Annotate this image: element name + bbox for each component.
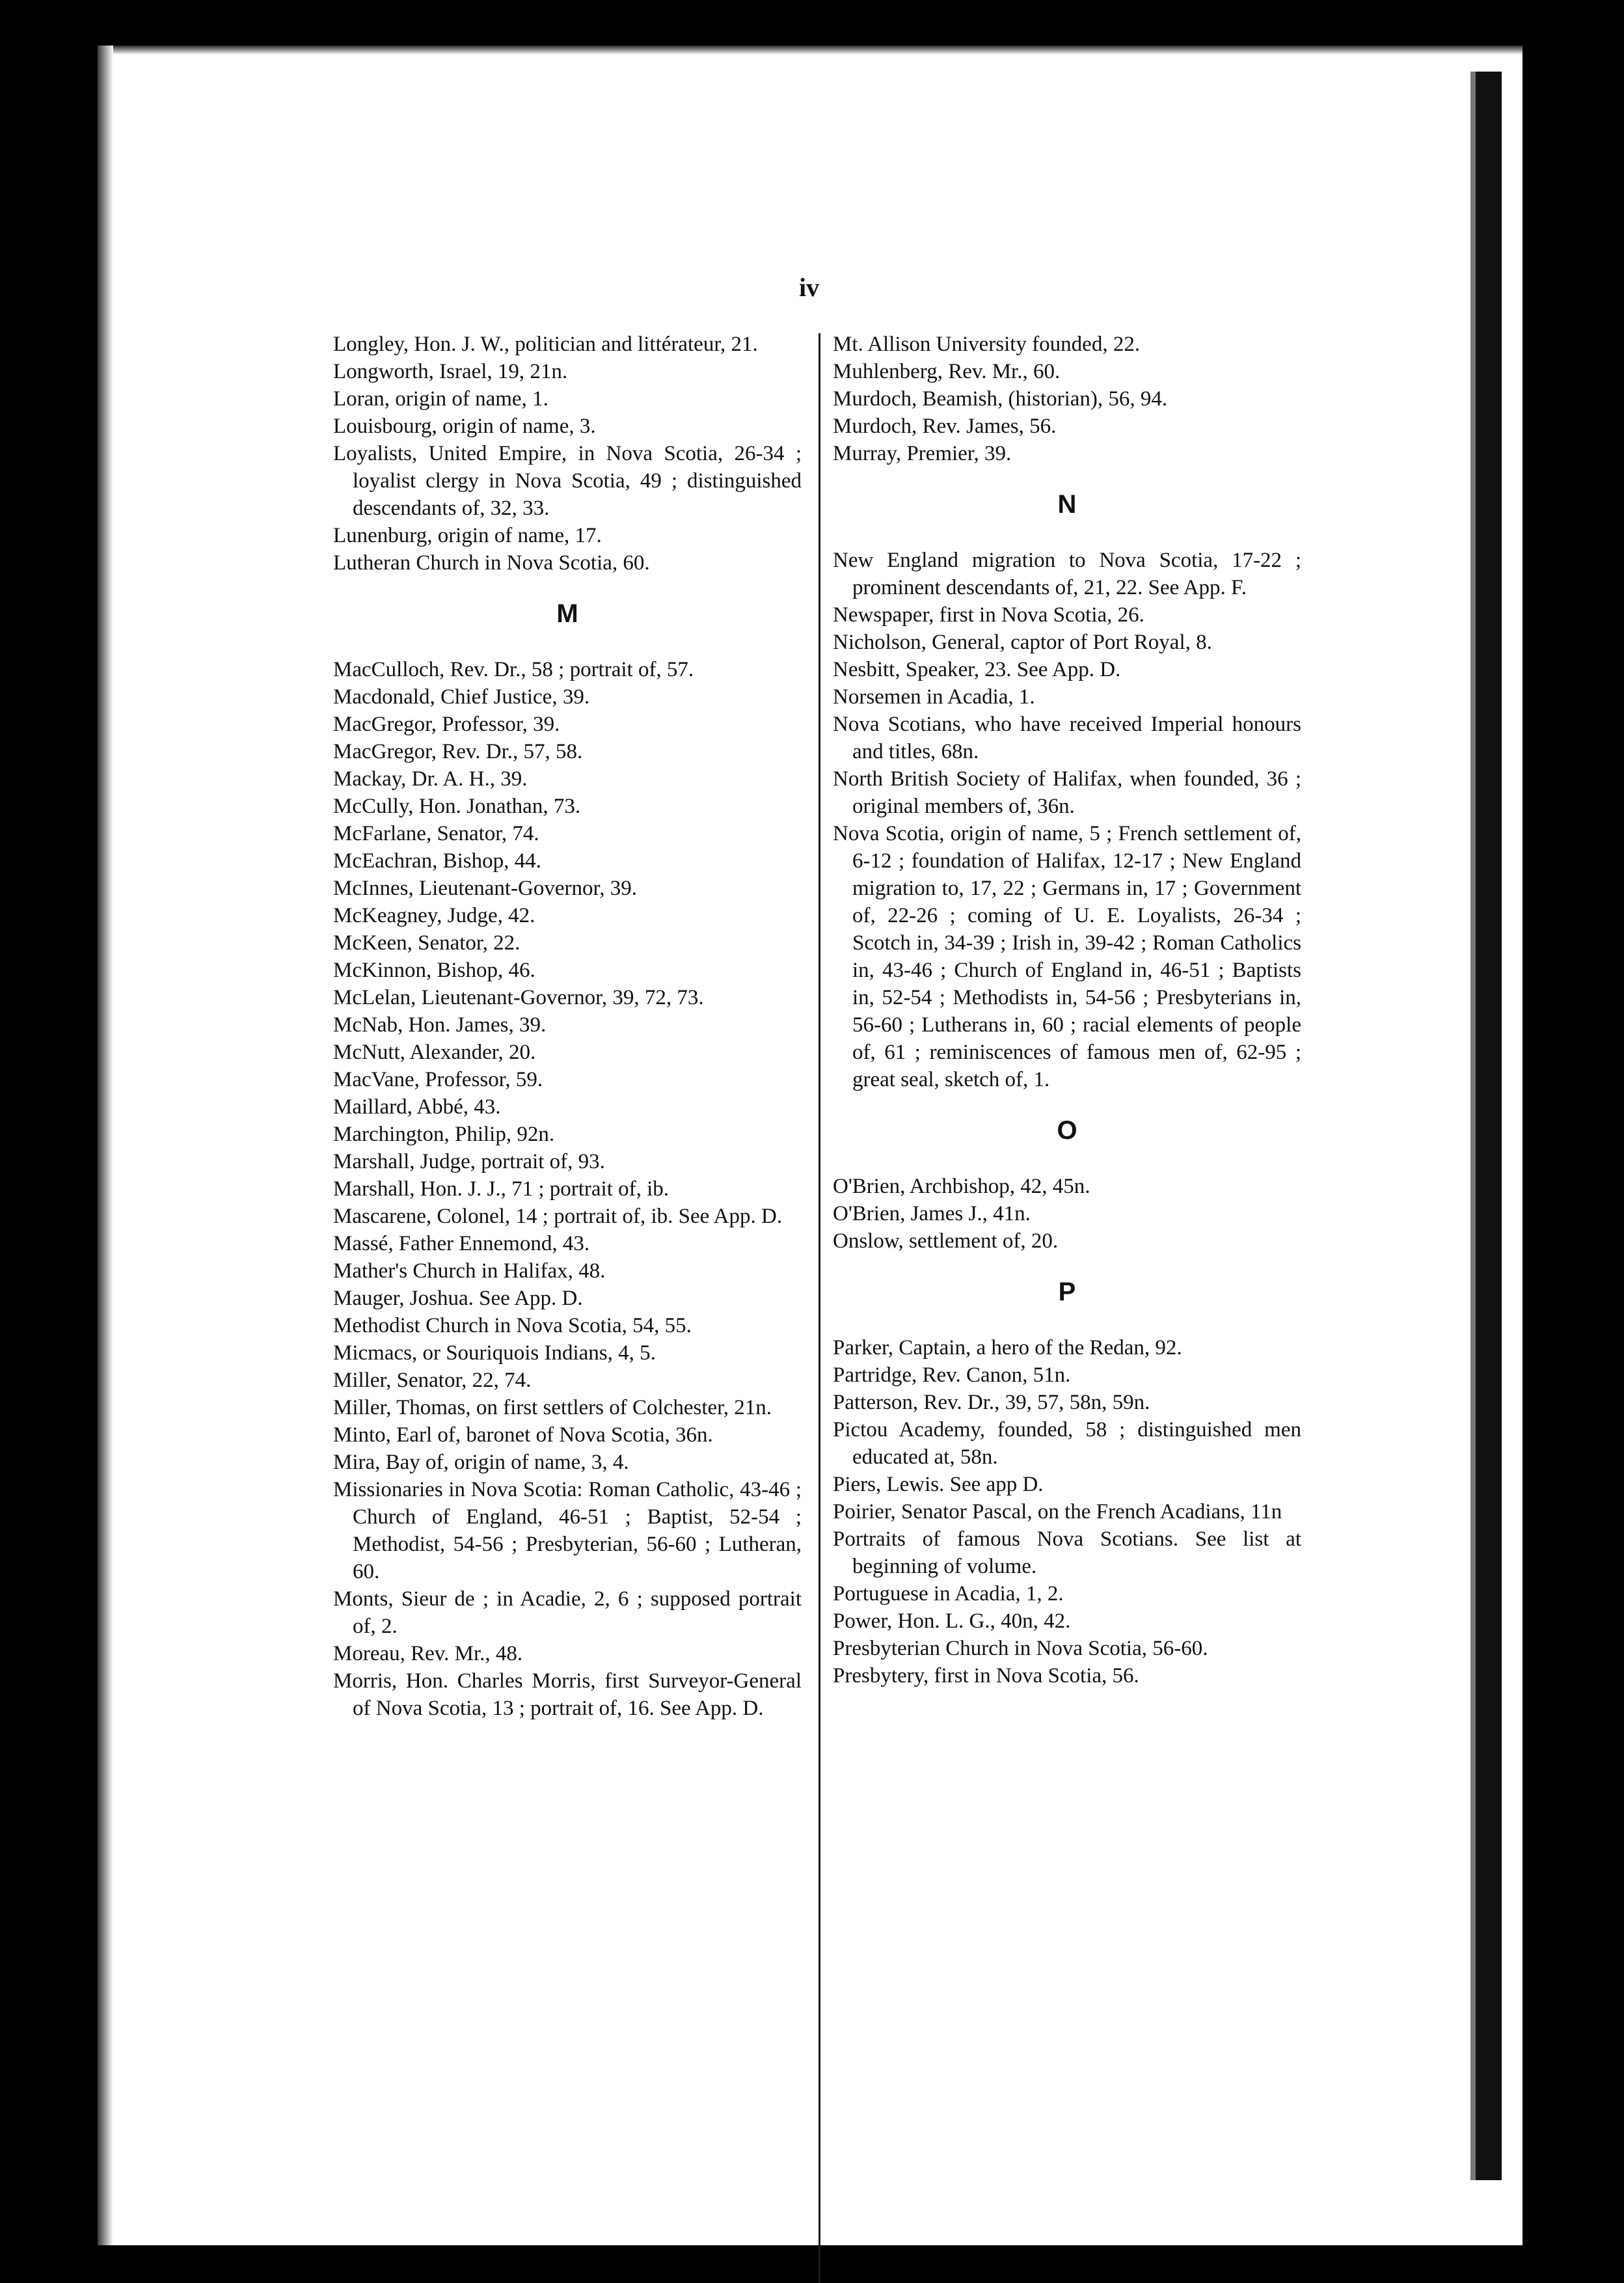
index-entry: Pictou Academy, founded, 58 ; distinguished men educated at, 58n. <box>833 1418 1301 1469</box>
index-entry: Mackay, Dr. A. H., 39. <box>333 767 528 791</box>
index-entry: Nova Scotia, origin of name, 5 ; French settlement of, 6-12 ; foundation of Halifax, 12-17 ; New England migration to, 17, 22 ; Germans in, 17 ; Government of, 22-26 ; coming of U. E. Loyalists, 26-34 ; Scotch in, 34-39 ; Irish in, 39-42 ; Roman Catholics in, 43-46 ; Church of England in, 46-51 ; Baptists in, 52-54 ; Methodists in, 54-56 ; Presbyterians in, 56-60 ; Lutherans in, 60 ; racial elements of people of, 61 ; reminiscences of famous men of, 62-95 ; great seal, sketch of, 1. <box>833 822 1301 1091</box>
index-entry: New England migration to Nova Scotia, 17-22 ; prominent descendants of, 21, 22. See App. F. <box>833 549 1301 599</box>
index-entry: Longworth, Israel, 19, 21n. <box>333 360 568 383</box>
index-entry: McKeagney, Judge, 42. <box>333 904 535 927</box>
section-letter-heading: N <box>1057 490 1077 519</box>
index-entry: Longley, Hon. J. W., politician and littérateur, 21. <box>333 333 758 356</box>
index-entry: McInnes, Lieutenant-Governor, 39. <box>333 877 637 900</box>
index-entry: Murray, Premier, 39. <box>833 442 1012 465</box>
index-entry: Louisbourg, origin of name, 3. <box>333 415 596 438</box>
index-entry: MacVane, Professor, 59. <box>333 1068 543 1091</box>
index-entry: McNab, Hon. James, 39. <box>333 1013 547 1037</box>
index-entry: Monts, Sieur de ; in Acadie, 2, 6 ; supposed portrait of, 2. <box>333 1587 802 1638</box>
index-entry: Murdoch, Rev. James, 56. <box>833 415 1057 438</box>
index-entry: McNutt, Alexander, 20. <box>333 1041 536 1064</box>
page <box>98 46 1522 2245</box>
index-entry: Muhlenberg, Rev. Mr., 60. <box>833 360 1061 383</box>
index-entry: Patterson, Rev. Dr., 39, 57, 58n, 59n. <box>833 1391 1150 1414</box>
index-entry: Partridge, Rev. Canon, 51n. <box>833 1363 1071 1387</box>
index-entry: McLelan, Lieutenant-Governor, 39, 72, 73. <box>333 986 704 1009</box>
index-entry: Moreau, Rev. Mr., 48. <box>333 1642 523 1665</box>
section-letter-heading: P <box>1058 1278 1076 1306</box>
index-entry: Murdoch, Beamish, (historian), 56, 94. <box>833 387 1168 411</box>
index-entry: Newspaper, first in Nova Scotia, 26. <box>833 603 1144 627</box>
index-entry: Morris, Hon. Charles Morris, first Surveyor-General of Nova Scotia, 13 ; portrait of, 16. See App. D. <box>333 1669 802 1720</box>
index-column-left <box>333 331 802 1722</box>
section-letter-heading: O <box>1057 1116 1077 1145</box>
index-entry: Mascarene, Colonel, 14 ; portrait of, ib. See App. D. <box>333 1205 783 1228</box>
index-entry: Marshall, Hon. J. J., 71 ; portrait of, ib. <box>333 1177 670 1201</box>
index-entry: Presbyterian Church in Nova Scotia, 56-60. <box>833 1637 1208 1660</box>
index-entry: Presbytery, first in Nova Scotia, 56. <box>833 1664 1139 1688</box>
index-entry: North British Society of Halifax, when founded, 36 ; original members of, 36n. <box>833 767 1301 818</box>
index-entry: Portraits of famous Nova Scotians. See list at beginning of volume. <box>833 1527 1301 1578</box>
index-entry: MacGregor, Professor, 39. <box>333 713 560 736</box>
index-entry: Maillard, Abbé, 43. <box>333 1095 501 1119</box>
index-entry: Lutheran Church in Nova Scotia, 60. <box>333 551 650 575</box>
section-letter-heading: M <box>556 599 578 628</box>
index-entry: O'Brien, Archbishop, 42, 45n. <box>833 1175 1090 1198</box>
index-entry: Nicholson, General, captor of Port Royal, 8. <box>833 631 1212 654</box>
index-entry: MacCulloch, Rev. Dr., 58 ; portrait of, 57. <box>333 658 694 681</box>
page-left-edge <box>98 46 113 2245</box>
index-entry: Loyalists, United Empire, in Nova Scotia, 26-34 ; loyalist clergy in Nova Scotia, 49 ; distinguished descendants of, 32, 33. <box>333 442 802 520</box>
index-entry: Power, Hon. L. G., 40n, 42. <box>833 1609 1071 1633</box>
index-entry: Minto, Earl of, baronet of Nova Scotia, 36n. <box>333 1423 713 1447</box>
index-entry: Nova Scotians, who have received Imperial honours and titles, 68n. <box>833 713 1301 763</box>
index-entry: McEachran, Bishop, 44. <box>333 849 541 873</box>
index-entry: Onslow, settlement of, 20. <box>833 1229 1059 1253</box>
index-entry: Loran, origin of name, 1. <box>333 387 548 411</box>
index-entry: Mauger, Joshua. See App. D. <box>333 1287 583 1310</box>
index-entry: McFarlane, Senator, 74. <box>333 822 539 845</box>
index-entry: Massé, Father Ennemond, 43. <box>333 1232 590 1255</box>
index-entry: O'Brien, James J., 41n. <box>833 1202 1031 1225</box>
index-entry: Parker, Captain, a hero of the Redan, 92. <box>833 1336 1182 1360</box>
index-entry: Macdonald, Chief Justice, 39. <box>333 685 590 709</box>
index-entry: Nesbitt, Speaker, 23. See App. D. <box>833 658 1121 681</box>
column-divider <box>819 333 820 2283</box>
index-entry: Marchington, Philip, 92n. <box>333 1123 555 1146</box>
index-entry: Methodist Church in Nova Scotia, 54, 55. <box>333 1314 692 1337</box>
index-entry: Missionaries in Nova Scotia: Roman Catholic, 43-46 ; Church of England, 46-51 ; Baptist, 52-54 ; Methodist, 54-56 ; Presbyterian, 56-60 ; Lutheran, 60. <box>333 1478 802 1583</box>
index-entry: Marshall, Judge, portrait of, 93. <box>333 1150 605 1173</box>
index-entry: MacGregor, Rev. Dr., 57, 58. <box>333 740 583 763</box>
index-entry: Portuguese in Acadia, 1, 2. <box>833 1582 1064 1606</box>
binding-shadow <box>1470 72 1476 2180</box>
index-column-right <box>833 331 1301 1689</box>
page-top-edge <box>98 46 1522 55</box>
binding-edge <box>1476 72 1502 2180</box>
index-entry: McKeen, Senator, 22. <box>333 931 521 955</box>
index-entry: Piers, Lewis. See app D. <box>833 1473 1044 1496</box>
index-entry: McKinnon, Bishop, 46. <box>333 959 535 982</box>
page-number: iv <box>799 273 820 302</box>
index-entry: Lunenburg, origin of name, 17. <box>333 524 602 547</box>
index-entry: Mather's Church in Halifax, 48. <box>333 1259 606 1283</box>
index-entry: Miller, Thomas, on first settlers of Colchester, 21n. <box>333 1396 772 1419</box>
index-entry: Micmacs, or Souriquois Indians, 4, 5. <box>333 1341 656 1365</box>
index-entry: McCully, Hon. Jonathan, 73. <box>333 795 581 818</box>
index-entry: Norsemen in Acadia, 1. <box>833 685 1035 709</box>
index-entry: Mt. Allison University founded, 22. <box>833 333 1141 356</box>
index-entry: Poirier, Senator Pascal, on the French Acadians, 11n <box>833 1500 1282 1524</box>
index-entry: Miller, Senator, 22, 74. <box>333 1369 532 1392</box>
index-entry: Mira, Bay of, origin of name, 3, 4. <box>333 1451 629 1474</box>
